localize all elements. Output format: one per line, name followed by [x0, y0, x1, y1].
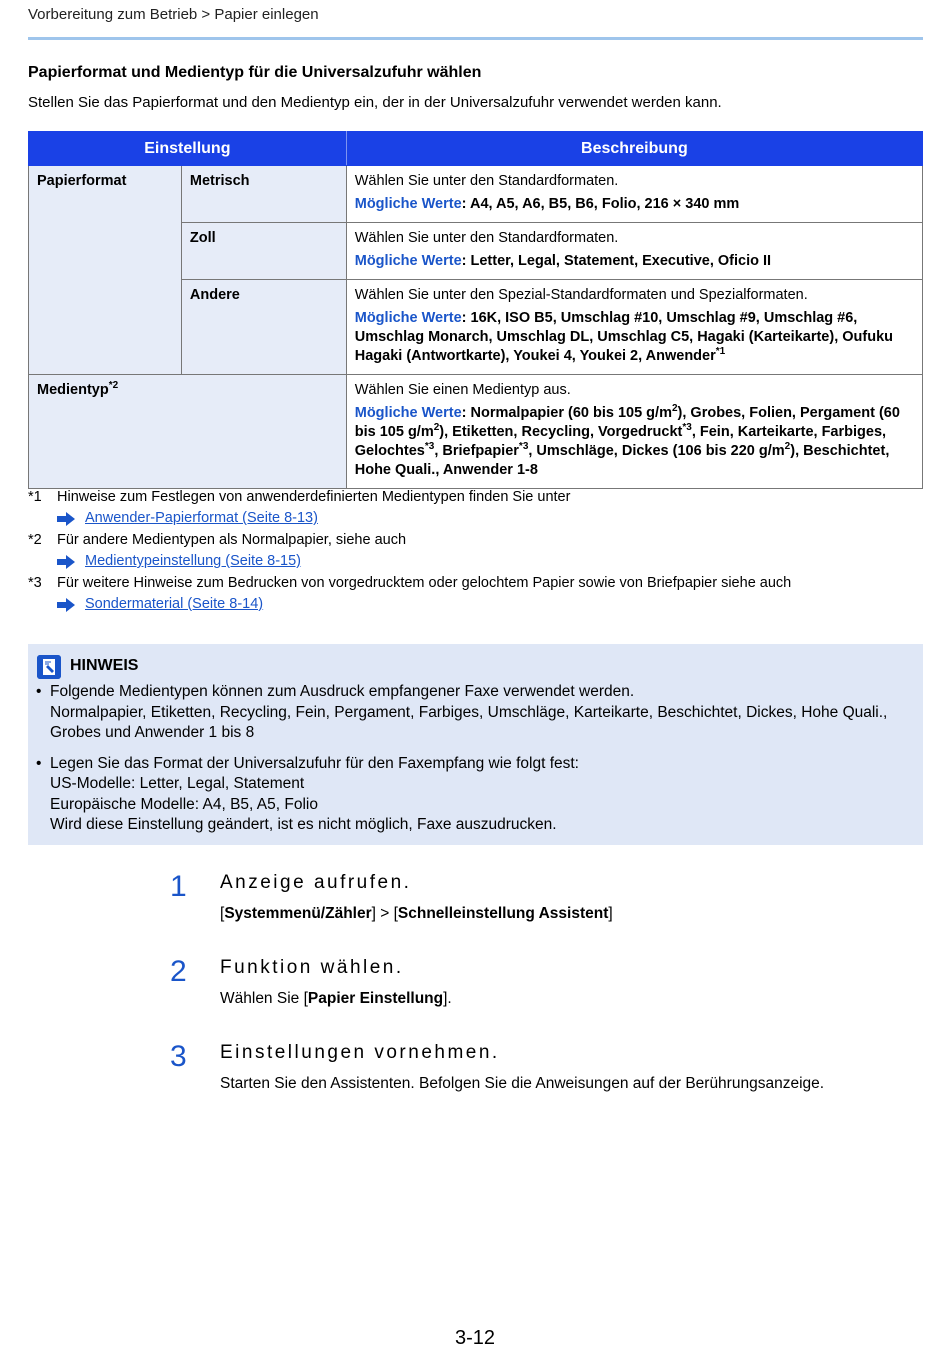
list-item: • Legen Sie das Format der Universalzufuhr für den Faxempfang wie folgt fest: US-Modelle: Letter, Legal, Statement Europäische Modelle: A4, B5, A5, Folio Wird diese Einstellung geändert, ist es nicht möglich, Faxe auszudrucken.	[28, 754, 913, 836]
hinweis-title: HINWEIS	[70, 657, 139, 674]
header-rule	[28, 37, 923, 40]
hinweis-list	[28, 682, 913, 846]
link-sondermaterial[interactable]: Sondermaterial (Seite 8-14)	[85, 596, 264, 612]
step-title: Anzeige aufrufen.	[220, 872, 412, 893]
link-anwender-papierformat[interactable]: Anwender-Papierformat (Seite 8-13)	[85, 510, 318, 526]
settings-table	[28, 131, 923, 489]
note-icon	[37, 655, 61, 679]
step-body: [Systemmenü/Zähler] > [Schnelleinstellung Assistent]	[220, 905, 613, 922]
medientyp-description: Wählen Sie einen Medientyp aus. Mögliche Werte: Normalpapier (60 bis 105 $g/m^2$), Grobes, Folien, Pergament (60 bis 105 $g/m^2$), Etiketten, Recycling, Vorgedruckt$^{*3}$, Fein, Karteikarte, Farbiges, Gelochtes$^{*3}$, Briefpapier$^{*3}$, Umschläge, Dickes (106 bis 220 $g/m^2$), Beschichtet, Hohe Quali., Anwender 1-8	[346, 375, 922, 489]
step-body: Wählen Sie [Papier Einstellung].	[220, 990, 452, 1007]
metrisch-label: Metrisch	[181, 166, 346, 223]
andere-label: Andere	[181, 280, 346, 375]
metrisch-description: Wählen Sie unter den Standardformaten. Mögliche Werte: A4, A5, A6, B5, B6, Folio, 216 × 340 mm	[346, 166, 922, 223]
step-number: 3	[170, 1040, 187, 1073]
breadcrumb: Vorbereitung zum Betrieb > Papier einlegen	[28, 6, 319, 23]
step-number: 2	[170, 955, 187, 988]
arrow-right-icon	[57, 598, 75, 612]
page-number: 3-12	[454, 1327, 496, 1349]
list-item: • Folgende Medientypen können zum Ausdruck empfangener Faxe verwendet werden. Normalpapier, Etiketten, Recycling, Fein, Pergament, Farbiges, Umschläge, Karteikarte, Beschichtet, Dickes, Hohe Quali., Grobes und Anwender 1 bis 8	[28, 682, 913, 744]
arrow-right-icon	[57, 512, 75, 526]
table-header-row	[29, 132, 923, 166]
arrow-right-icon	[57, 555, 75, 569]
link-medientypeinstellung[interactable]: Medientypeinstellung (Seite 8-15)	[85, 553, 302, 569]
andere-description: Wählen Sie unter den Spezial-Standardformaten und Spezialformaten. Mögliche Werte: 16K, ISO B5, Umschlag #10, Umschlag #9, Umschlag #6, Umschlag Monarch, Umschlag DL, Umschlag C5, Hagaki (Karteikarte), Oufuku Hagaki (Antwortkarte), Youkei 4, Youkei 2, Anwender$^{*1}$	[346, 280, 922, 375]
step-title: Einstellungen vornehmen.	[220, 1042, 500, 1063]
section-intro: Stellen Sie das Papierformat und den Medientyp ein, der in der Universalzufuhr verwendet werden kann.	[28, 94, 722, 111]
hinweis-box	[28, 644, 923, 845]
footnote-link-row	[28, 595, 923, 617]
step-number: 1	[170, 870, 187, 903]
table-row	[29, 375, 923, 489]
header-setting: Einstellung	[29, 132, 347, 166]
footnote-link-row	[28, 509, 923, 531]
papierformat-label: Papierformat	[29, 166, 182, 375]
footnote: *1 Hinweise zum Festlegen von anwenderdefinierten Medientypen finden Sie unter	[28, 489, 571, 505]
header-description: Beschreibung	[346, 132, 922, 166]
step-title: Funktion wählen.	[220, 957, 404, 978]
footnote: *3 Für weitere Hinweise zum Bedrucken von vorgedrucktem oder gelochtem Papier sowie von Briefpapier siehe auch	[28, 575, 792, 591]
table-row	[29, 166, 923, 223]
footnotes	[28, 488, 923, 617]
section-title: Papierformat und Medientyp für die Universalzufuhr wählen	[28, 64, 482, 81]
step-body: Starten Sie den Assistenten. Befolgen Sie die Anweisungen auf der Berührungsanzeige.	[220, 1075, 825, 1092]
zoll-label: Zoll	[181, 223, 346, 280]
medientyp-label: Medientyp$^{*2}$	[29, 375, 347, 489]
zoll-description: Wählen Sie unter den Standardformaten. Mögliche Werte: Letter, Legal, Statement, Executive, Oficio II	[346, 223, 922, 280]
footnote: *2 Für andere Medientypen als Normalpapier, siehe auch	[28, 532, 407, 548]
footnote-link-row	[28, 552, 923, 574]
